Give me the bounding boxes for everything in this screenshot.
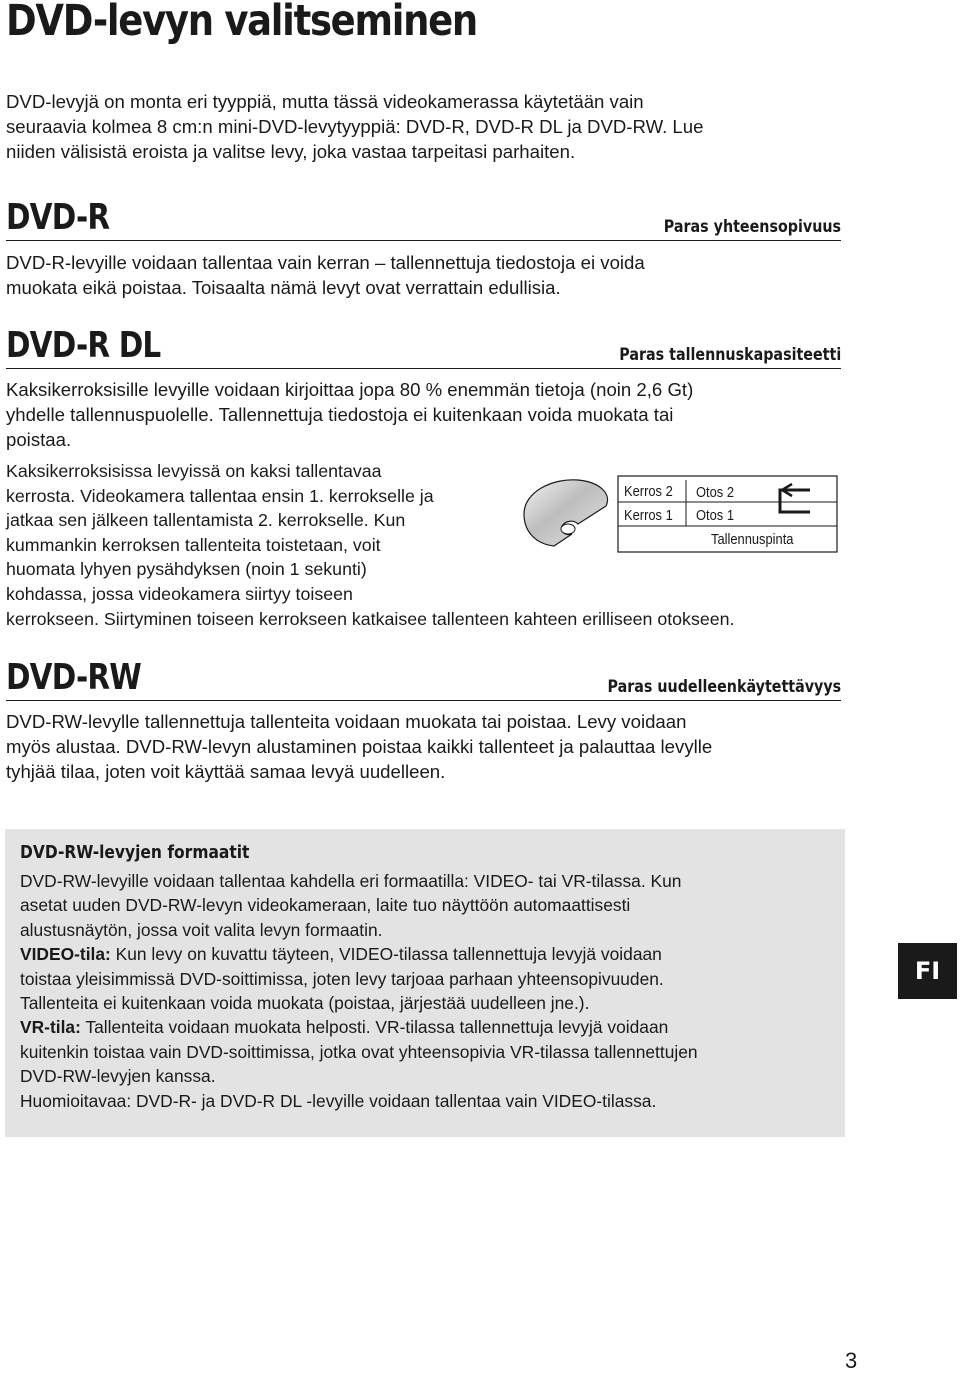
diagram-surface-label: Tallennuspinta — [711, 531, 794, 548]
info-box-text — [20, 869, 698, 1113]
dvd-rw-line: myös alustaa. DVD-RW-levyn alustaminen poistaa kaikki tallenteet ja palauttaa levylle — [6, 736, 713, 757]
dvd-r-dl-line: Kaksikerroksisille levyille voidaan kirjoittaa jopa 80 % enemmän tietoja (noin 2,6 Gt) — [6, 379, 694, 400]
info-line: Tallenteita ei kuitenkaan voida muokata (poistaa, järjestää uudelleen jne.). — [20, 993, 590, 1014]
page-number: 3 — [845, 1348, 858, 1373]
intro-line: seuraavia kolmea 8 cm:n mini-DVD-levytyyppiä: DVD-R, DVD-R DL ja DVD-RW. Lue — [6, 116, 704, 137]
info-line: DVD-RW-levyille voidaan tallentaa kahdella eri formaatilla: VIDEO- tai VR-tilassa. Kun — [20, 871, 682, 891]
dvd-r-dl-layers-line: kohdassa, jossa videokamera siirtyy toiseen — [6, 583, 353, 604]
page-title: DVD-levyn valitseminen — [6, 0, 477, 46]
dvd-r-dl-layers-line: kerrosta. Videokamera tallentaa ensin 1. kerrokselle ja — [6, 485, 434, 506]
dvd-r-dl-layers-line: Kaksikerroksisissa levyissä on kaksi tallentavaa — [6, 461, 382, 481]
diagram-take1-label: Otos 1 — [696, 507, 735, 524]
dual-layer-diagram — [518, 474, 840, 556]
dvd-rw-line: tyhjää tilaa, joten voit käyttää samaa levyä uudelleen. — [6, 761, 446, 782]
diagram-take2-label: Otos 2 — [696, 484, 735, 501]
info-line: alustusnäytön, jossa voit valita levyn formaatin. — [20, 919, 383, 940]
disc-icon — [524, 480, 608, 546]
formats-info-box — [5, 829, 845, 1137]
dvd-r-dl-layers-line: jatkaa sen jälkeen tallentamista 2. kerrokselle. Kun — [6, 510, 406, 531]
section-tag-dvd-r: Paras yhteensopivuus — [663, 217, 841, 237]
info-line — [20, 942, 698, 966]
language-tab: FI — [898, 943, 957, 999]
video-mode-label: VIDEO-tila: — [20, 944, 111, 965]
intro-line: DVD-levyjä on monta eri tyyppiä, mutta tässä videokamerassa käytetään vain — [6, 91, 644, 112]
section-title-dvd-r: DVD-R — [6, 197, 110, 238]
info-box-title: DVD-RW-levyjen formaatit — [20, 842, 250, 863]
info-note: Huomioitavaa: DVD-R- ja DVD-R DL -levyille voidaan tallentaa vain VIDEO-tilassa. — [20, 1090, 657, 1111]
dvd-rw-line: DVD-RW-levylle tallennettuja tallenteita voidaan muokata tai poistaa. Levy voidaan — [6, 711, 687, 732]
video-mode-text: Kun levy on kuvattu täyteen, VIDEO-tilassa tallennettuja levyjä voidaan — [110, 944, 662, 965]
section-tag-dvd-rw: Paras uudelleenkäytettävyys — [607, 677, 841, 697]
dvd-r-paragraph — [6, 250, 866, 300]
diagram-layer2-label: Kerros 2 — [624, 483, 673, 500]
section-header-dvd-r — [6, 196, 841, 241]
info-line — [20, 1015, 698, 1039]
section-tag-dvd-r-dl: Paras tallennuskapasiteetti — [619, 345, 841, 365]
section-header-dvd-r-dl — [6, 324, 841, 369]
intro-paragraph — [6, 89, 866, 164]
section-title-dvd-r-dl: DVD-R DL — [6, 325, 161, 366]
dvd-r-dl-paragraph — [6, 377, 866, 452]
dvd-r-dl-line: poistaa. — [6, 429, 72, 450]
vr-mode-label: VR-tila: — [20, 1017, 81, 1038]
section-title-dvd-rw: DVD-RW — [6, 657, 142, 698]
dvd-r-dl-layers-line: huomata lyhyen pysähdyksen (noin 1 sekunti) — [6, 559, 367, 580]
dvd-r-dl-line: yhdelle tallennuspuolelle. Tallennettuja tiedostoja ei kuitenkaan voida muokata tai — [6, 404, 674, 425]
info-line: toistaa yleisimmissä DVD-soittimissa, joten levy tarjoaa parhaan yhteensopivuuden. — [20, 968, 664, 989]
dvd-r-dl-layers-line: kummankin kerroksen tallenteita toistetaan, voit — [6, 534, 381, 555]
vr-mode-text: Tallenteita voidaan muokata helposti. VR-tilassa tallennettuja levyjä voidaan — [80, 1017, 669, 1038]
diagram-layer1-label: Kerros 1 — [624, 507, 673, 524]
dvd-r-dl-layers-line: kerrokseen. Siirtyminen toiseen kerrokseen katkaisee tallenteen kahteen erilliseen otokseen. — [6, 608, 735, 629]
intro-line: niiden välisistä eroista ja valitse levy, joka vastaa tarpeitasi parhaiten. — [6, 141, 576, 162]
info-line: kuitenkin toistaa vain DVD-soittimissa, jotka ovat yhteensopivia VR-tilassa tallennettujen — [20, 1041, 698, 1062]
dvd-r-line: muokata eikä poistaa. Toisaalta nämä levyt ovat verrattain edullisia. — [6, 277, 561, 298]
dvd-rw-paragraph — [6, 709, 866, 784]
section-header-dvd-rw — [6, 656, 841, 701]
info-line: DVD-RW-levyjen kanssa. — [20, 1066, 216, 1087]
dvd-r-line: DVD-R-levyille voidaan tallentaa vain kerran – tallennettuja tiedostoja ei voida — [6, 252, 645, 273]
info-line: asetat uuden DVD-RW-levyn videokameraan, laite tuo näyttöön automaattisesti — [20, 895, 631, 916]
